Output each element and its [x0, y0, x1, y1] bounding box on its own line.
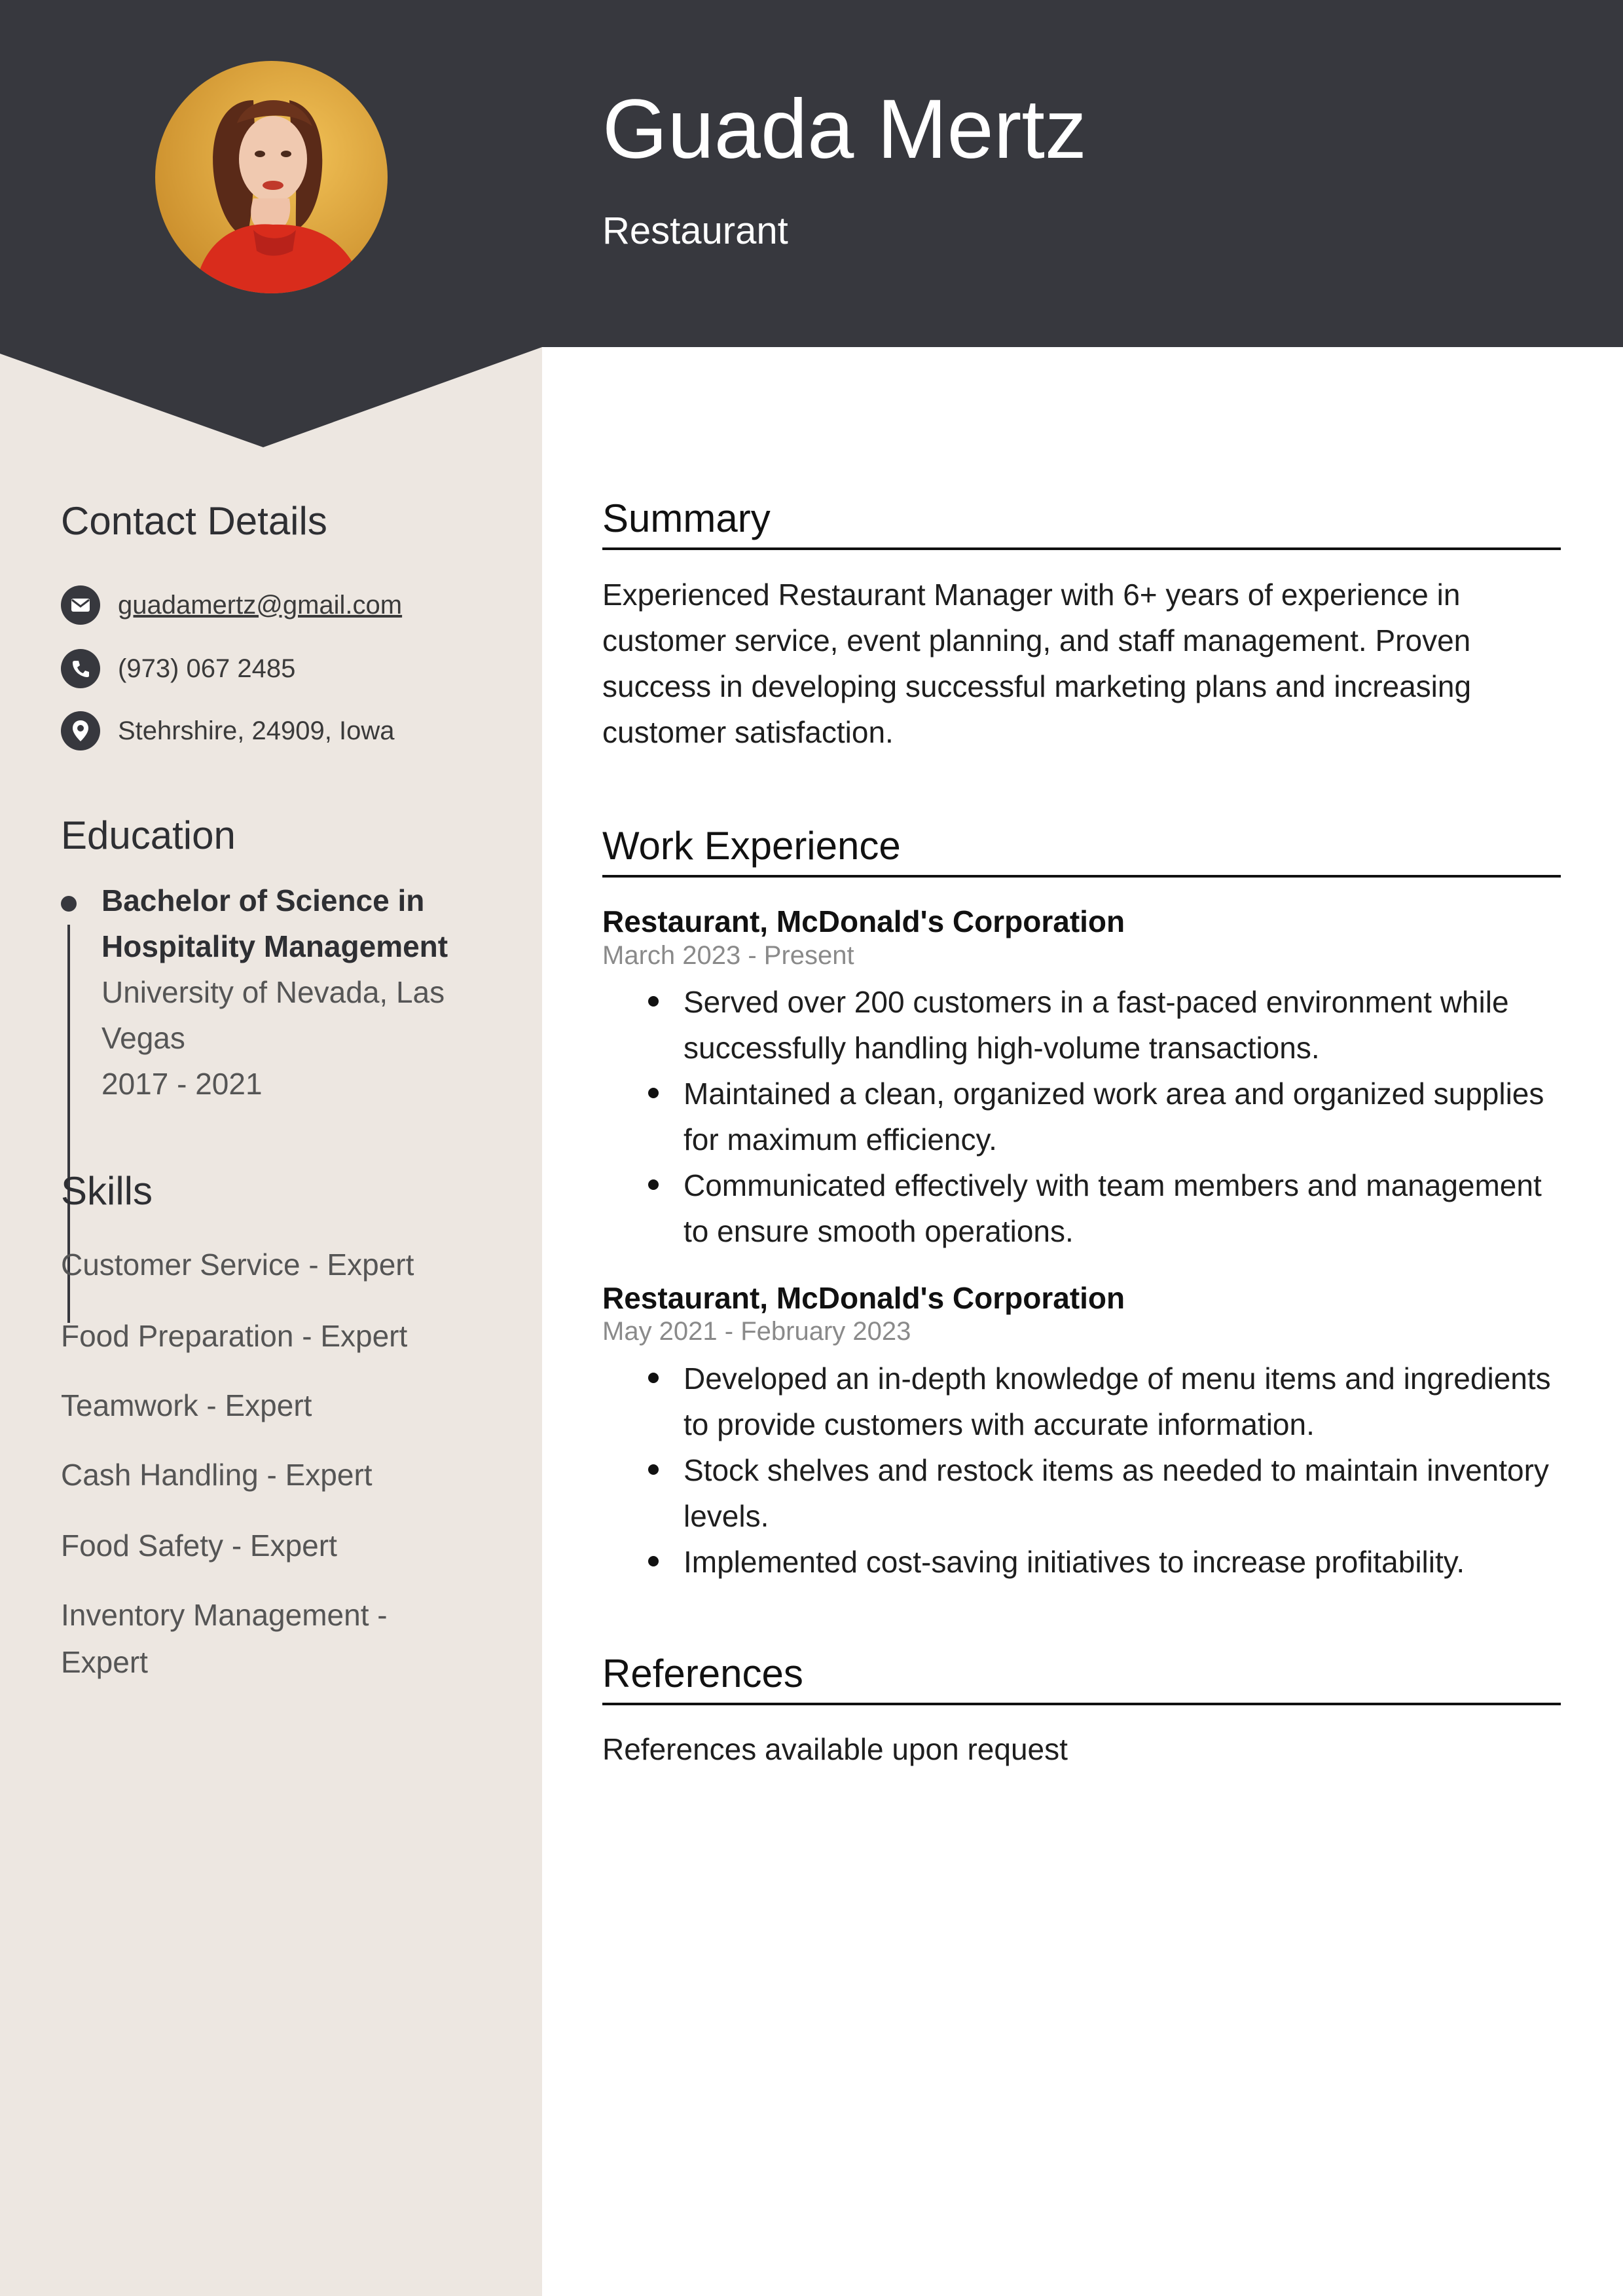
list-item: Maintained a clean, organized work area and organized supplies for maximum efficiency. — [602, 1071, 1561, 1162]
job-title: Restaurant, McDonald's Corporation — [602, 1281, 1125, 1315]
skill-item: Cash Handling - Expert — [61, 1458, 373, 1492]
profile-photo — [155, 61, 388, 293]
work-experience-heading: Work Experience — [602, 823, 1561, 878]
list-item: Developed an in-depth knowledge of menu items and ingredients to provide customers with accurate information. — [602, 1356, 1561, 1447]
candidate-name: Guada Mertz — [602, 83, 1087, 176]
education-heading: Education — [61, 813, 236, 857]
phone-number: (973) 067 2485 — [118, 654, 296, 683]
education-school: University of Nevada, Las Vegas — [101, 975, 445, 1055]
references-heading: References — [602, 1650, 1561, 1705]
job-title: Restaurant, McDonald's Corporation — [602, 904, 1125, 938]
job-dates: March 2023 - Present — [602, 941, 854, 970]
list-item: Stock shelves and restock items as needed to maintain inventory levels. — [602, 1447, 1561, 1539]
job-bullet-list — [602, 979, 1561, 1254]
list-item: Implemented cost-saving initiatives to increase profitability. — [602, 1539, 1561, 1585]
skill-item: Inventory Management - Expert — [61, 1598, 388, 1679]
contact-email-row — [61, 585, 402, 625]
envelope-icon — [61, 585, 100, 625]
skill-item: Food Preparation - Expert — [61, 1319, 408, 1353]
skill-item: Customer Service - Expert — [61, 1248, 414, 1282]
job-dates: May 2021 - February 2023 — [602, 1317, 911, 1346]
location-pin-icon — [61, 711, 100, 750]
header-chevron — [0, 346, 542, 447]
location-text: Stehrshire, 24909, Iowa — [118, 716, 395, 745]
contact-phone-row — [61, 648, 295, 689]
email-link[interactable]: guadamertz@gmail.com — [118, 590, 403, 620]
skill-item: Food Safety - Expert — [61, 1528, 337, 1563]
education-degree: Bachelor of Science in Hospitality Management — [101, 883, 448, 963]
skills-heading: Skills — [61, 1169, 153, 1213]
skill-item: Teamwork - Expert — [61, 1388, 312, 1422]
job-bullet-list — [602, 1356, 1561, 1585]
timeline-dot — [61, 896, 77, 912]
education-years: 2017 - 2021 — [101, 1067, 263, 1101]
summary-heading: Summary — [602, 495, 1561, 550]
list-item: Communicated effectively with team members and management to ensure smooth operations. — [602, 1162, 1561, 1254]
contact-heading: Contact Details — [61, 499, 327, 543]
phone-icon — [61, 649, 100, 688]
contact-location-row — [61, 711, 394, 751]
list-item: Served over 200 customers in a fast-paced environment while successfully handling high-volume transactions. — [602, 979, 1561, 1071]
summary-text: Experienced Restaurant Manager with 6+ years of experience in customer service, event planning, and staff management. Proven success in developing successful marketing plans and increasing customer satisfaction. — [602, 578, 1472, 749]
references-text: References available upon request — [602, 1732, 1068, 1766]
candidate-title: Restaurant — [602, 210, 788, 252]
